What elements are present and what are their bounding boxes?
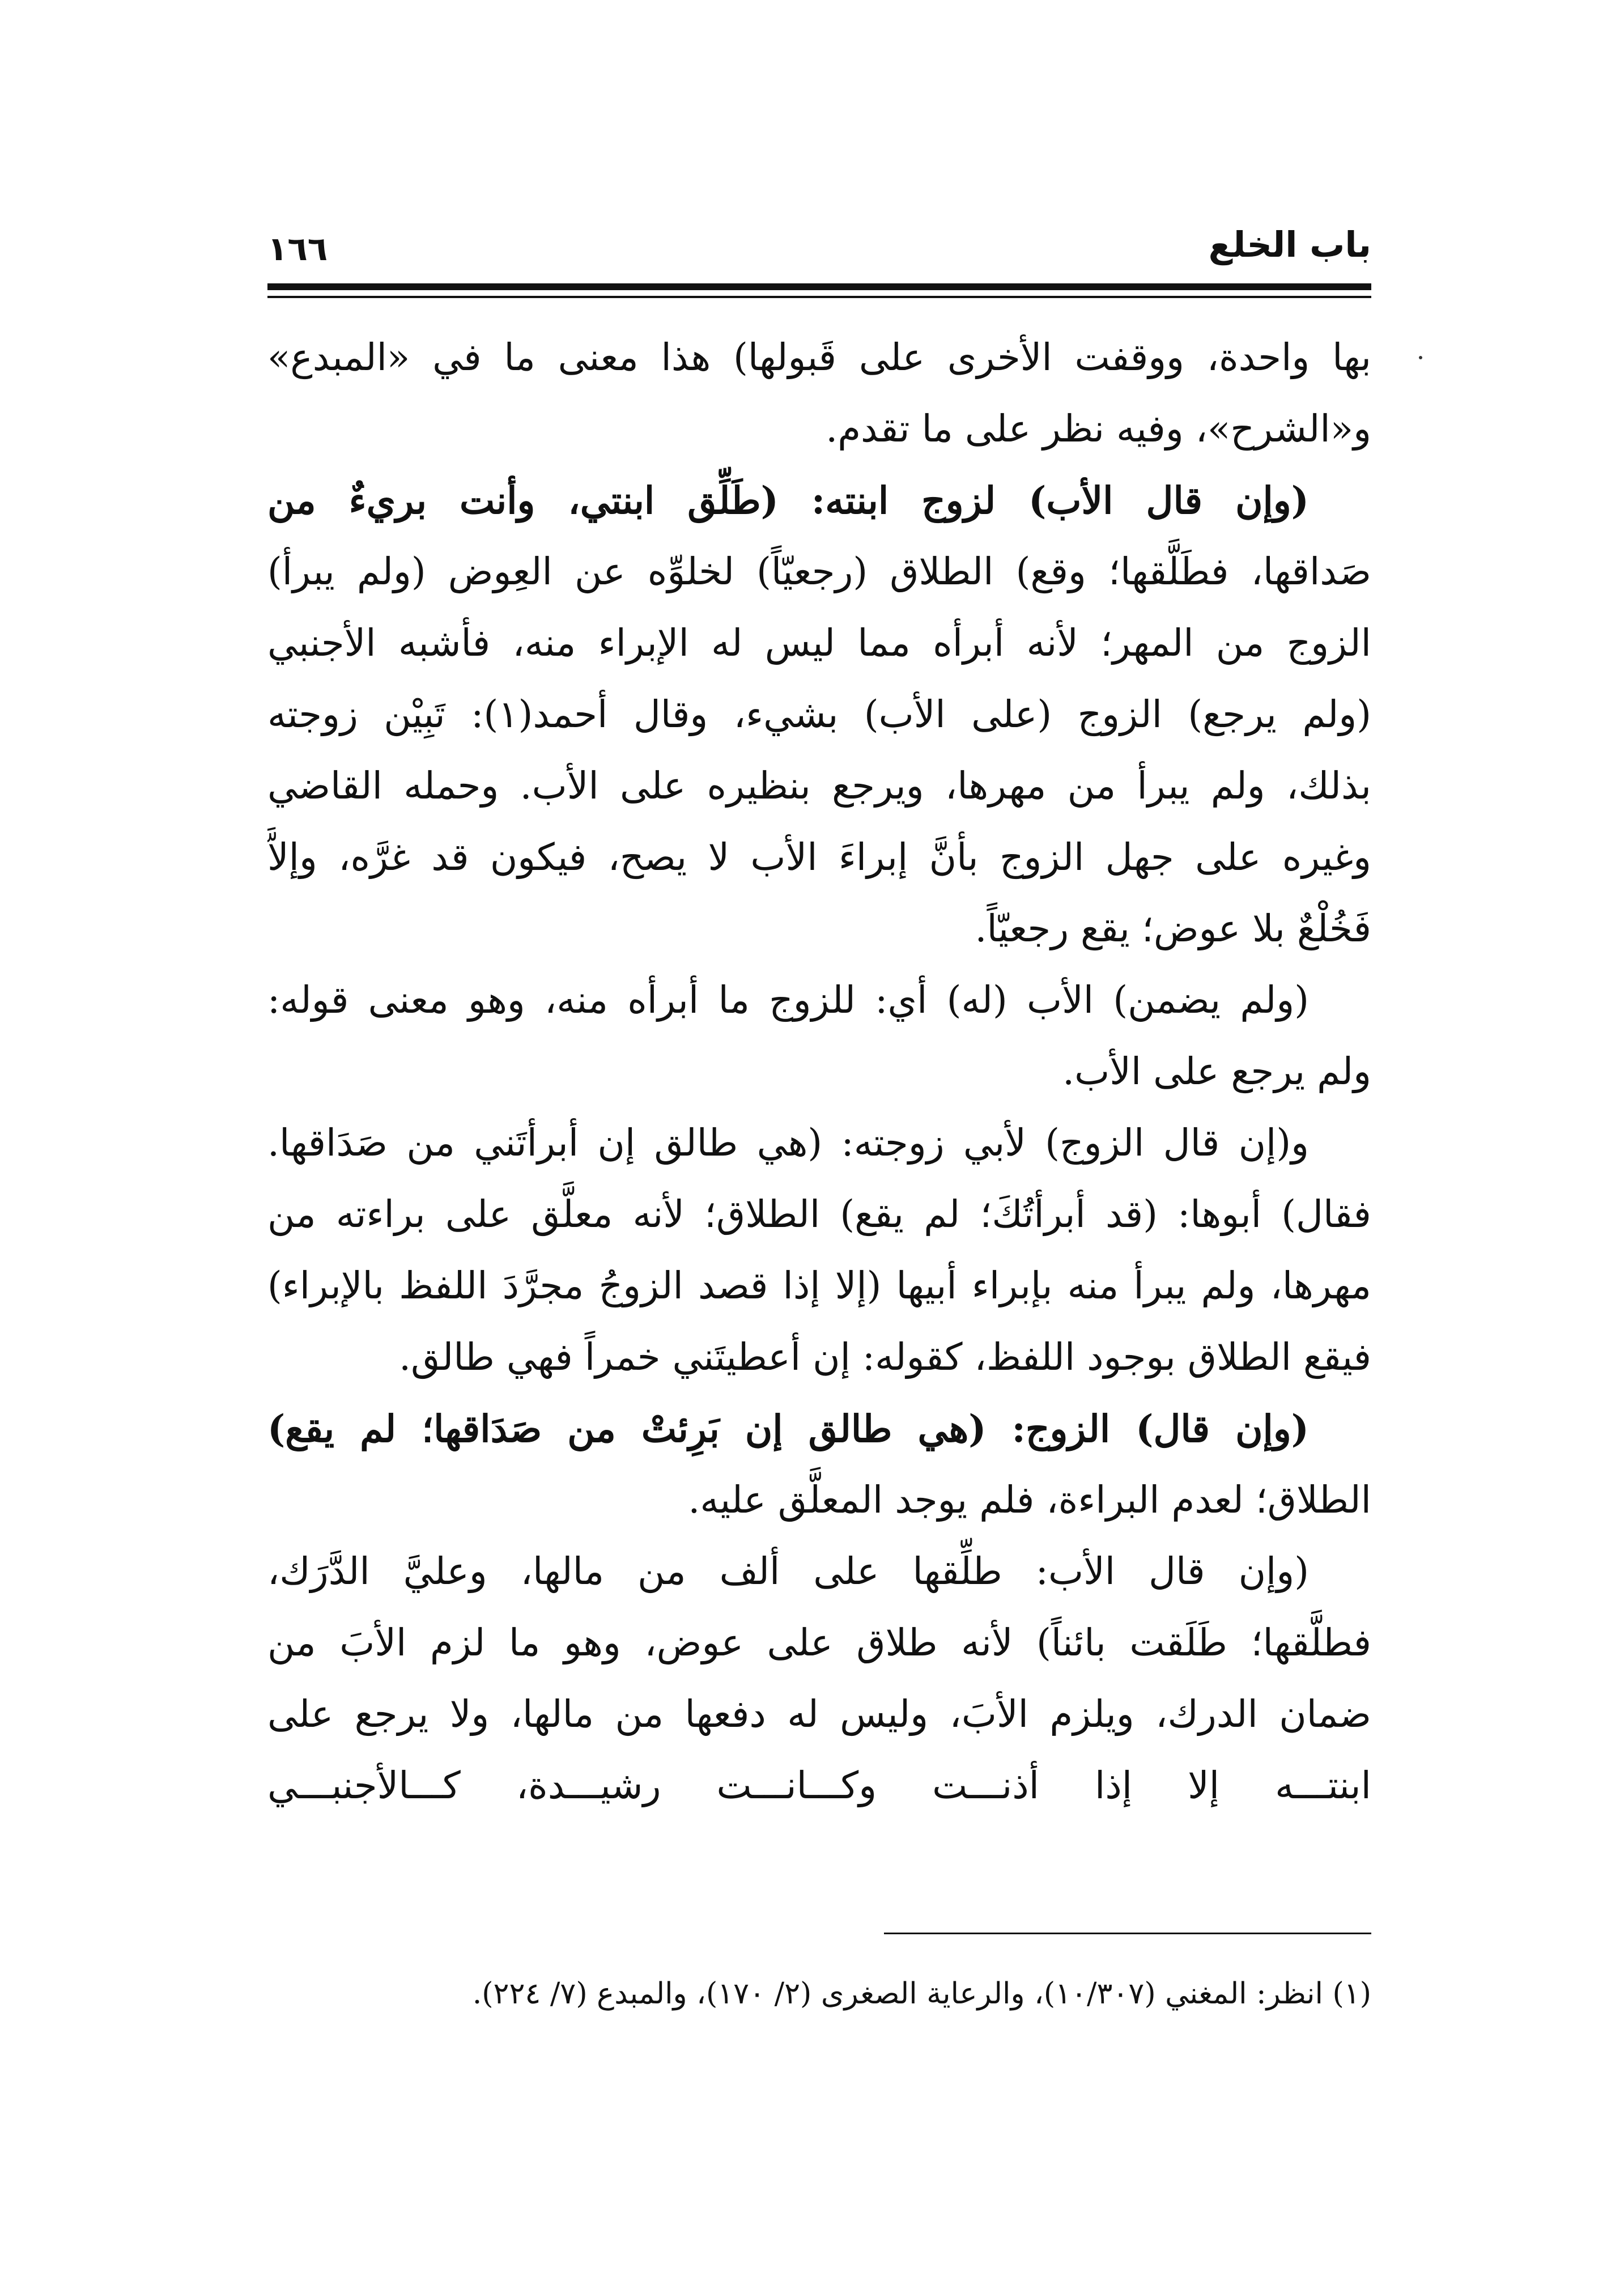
text-line: فيقع الطلاق بوجود اللفظ، كقوله: إن أعطيتَني خمراً فهي طالق. <box>399 1335 1371 1379</box>
text-line: ضمان الدرك، ويلزم الأبَ، وليس له دفعها من مالها، ولا يرجع على <box>267 1692 1371 1736</box>
text-line: (وإن قال الأب) لزوج ابنته: (طَلِّق ابنتي، وأنت بريءٌ من <box>267 478 1309 523</box>
header-rule-thick <box>267 283 1371 290</box>
text-line: مهرها، ولم يبرأ منه بإبراء أبيها (إلا إذا قصد الزوجُ مجرَّدَ اللفظ بالإبراء) <box>267 1264 1371 1307</box>
text-line: و«الشرح»، وفيه نظر على ما تقدم. <box>826 407 1371 451</box>
scan-speck <box>1419 356 1422 359</box>
text-line: ابنتـــه إلا إذا أذنـــت وكـــانـــت رشيـــدة، كـــالأجنبـــي <box>267 1764 1371 1807</box>
text-line: (ولم يضمن) الأب (له) أي: للزوج ما أبرأه منه، وهو معنى قوله: <box>267 978 1309 1022</box>
text-line: الطلاق؛ لعدم البراءة، فلم يوجد المعلَّق عليه. <box>688 1478 1371 1522</box>
text-line: فَخُلْعٌ بلا عوض؛ يقع رجعيّاً. <box>975 907 1371 950</box>
chapter-title: باب الخلع <box>1208 224 1371 265</box>
text-line: (وإن قال الأب: طلِّقها على ألف من مالها، وعليَّ الدَّرَك، <box>267 1549 1309 1593</box>
text-line: (ولم يرجع) الزوج (على الأب) بشيء، وقال أحمد(١): تَبِيْن زوجته <box>267 693 1371 736</box>
page-number: ١٦٦ <box>267 230 328 268</box>
header-rule-thin <box>267 296 1371 298</box>
text-line: و(إن قال الزوج) لأبي زوجته: (هي طالق إن أبرأتَني من صَدَاقها. <box>267 1121 1309 1165</box>
text-line: فقال) أبوها: (قد أبرأتُكَ؛ لم يقع) الطلاق؛ لأنه معلَّق على براءته من <box>267 1192 1371 1236</box>
text-line: ولم يرجع على الأب. <box>1062 1050 1371 1093</box>
text-line: وغيره على جهل الزوج بأنَّ إبراءَ الأب لا يصح، فيكون قد غرَّه، وإلاَّ <box>267 835 1371 879</box>
footnote: (١) انظر: المغني (١٠/٣٠٧)، والرعاية الصغرى (٢/ ١٧٠)، والمبدع (٧/ ٢٢٤). <box>472 1977 1371 2011</box>
footnote-separator <box>884 1933 1371 1934</box>
main-text <box>267 322 1371 1821</box>
text-line: بذلك، ولم يبرأ من مهرها، ويرجع بنظيره على الأب. وحمله القاضي <box>267 764 1371 808</box>
text-line: (وإن قال) الزوج: (هي طالق إن بَرِئتْ من صَدَاقها؛ لم يقع) <box>267 1407 1309 1451</box>
text-line: صَداقها، فطَلَّقها؛ وقع) الطلاق (رجعيّاً) لخلوِّه عن العِوض (ولم يبرأ) <box>267 550 1371 593</box>
text-line: الزوج من المهر؛ لأنه أبرأه مما ليس له الإبراء منه، فأشبه الأجنبي <box>267 621 1371 665</box>
text-line: فطلَّقها؛ طَلَقت بائناً) لأنه طلاق على عوض، وهو ما لزم الأبَ من <box>267 1621 1371 1664</box>
page-header <box>267 224 1371 275</box>
text-line: بها واحدة، ووقفت الأخرى على قَبولها) هذا معنى ما في «المبدع» <box>267 336 1371 379</box>
